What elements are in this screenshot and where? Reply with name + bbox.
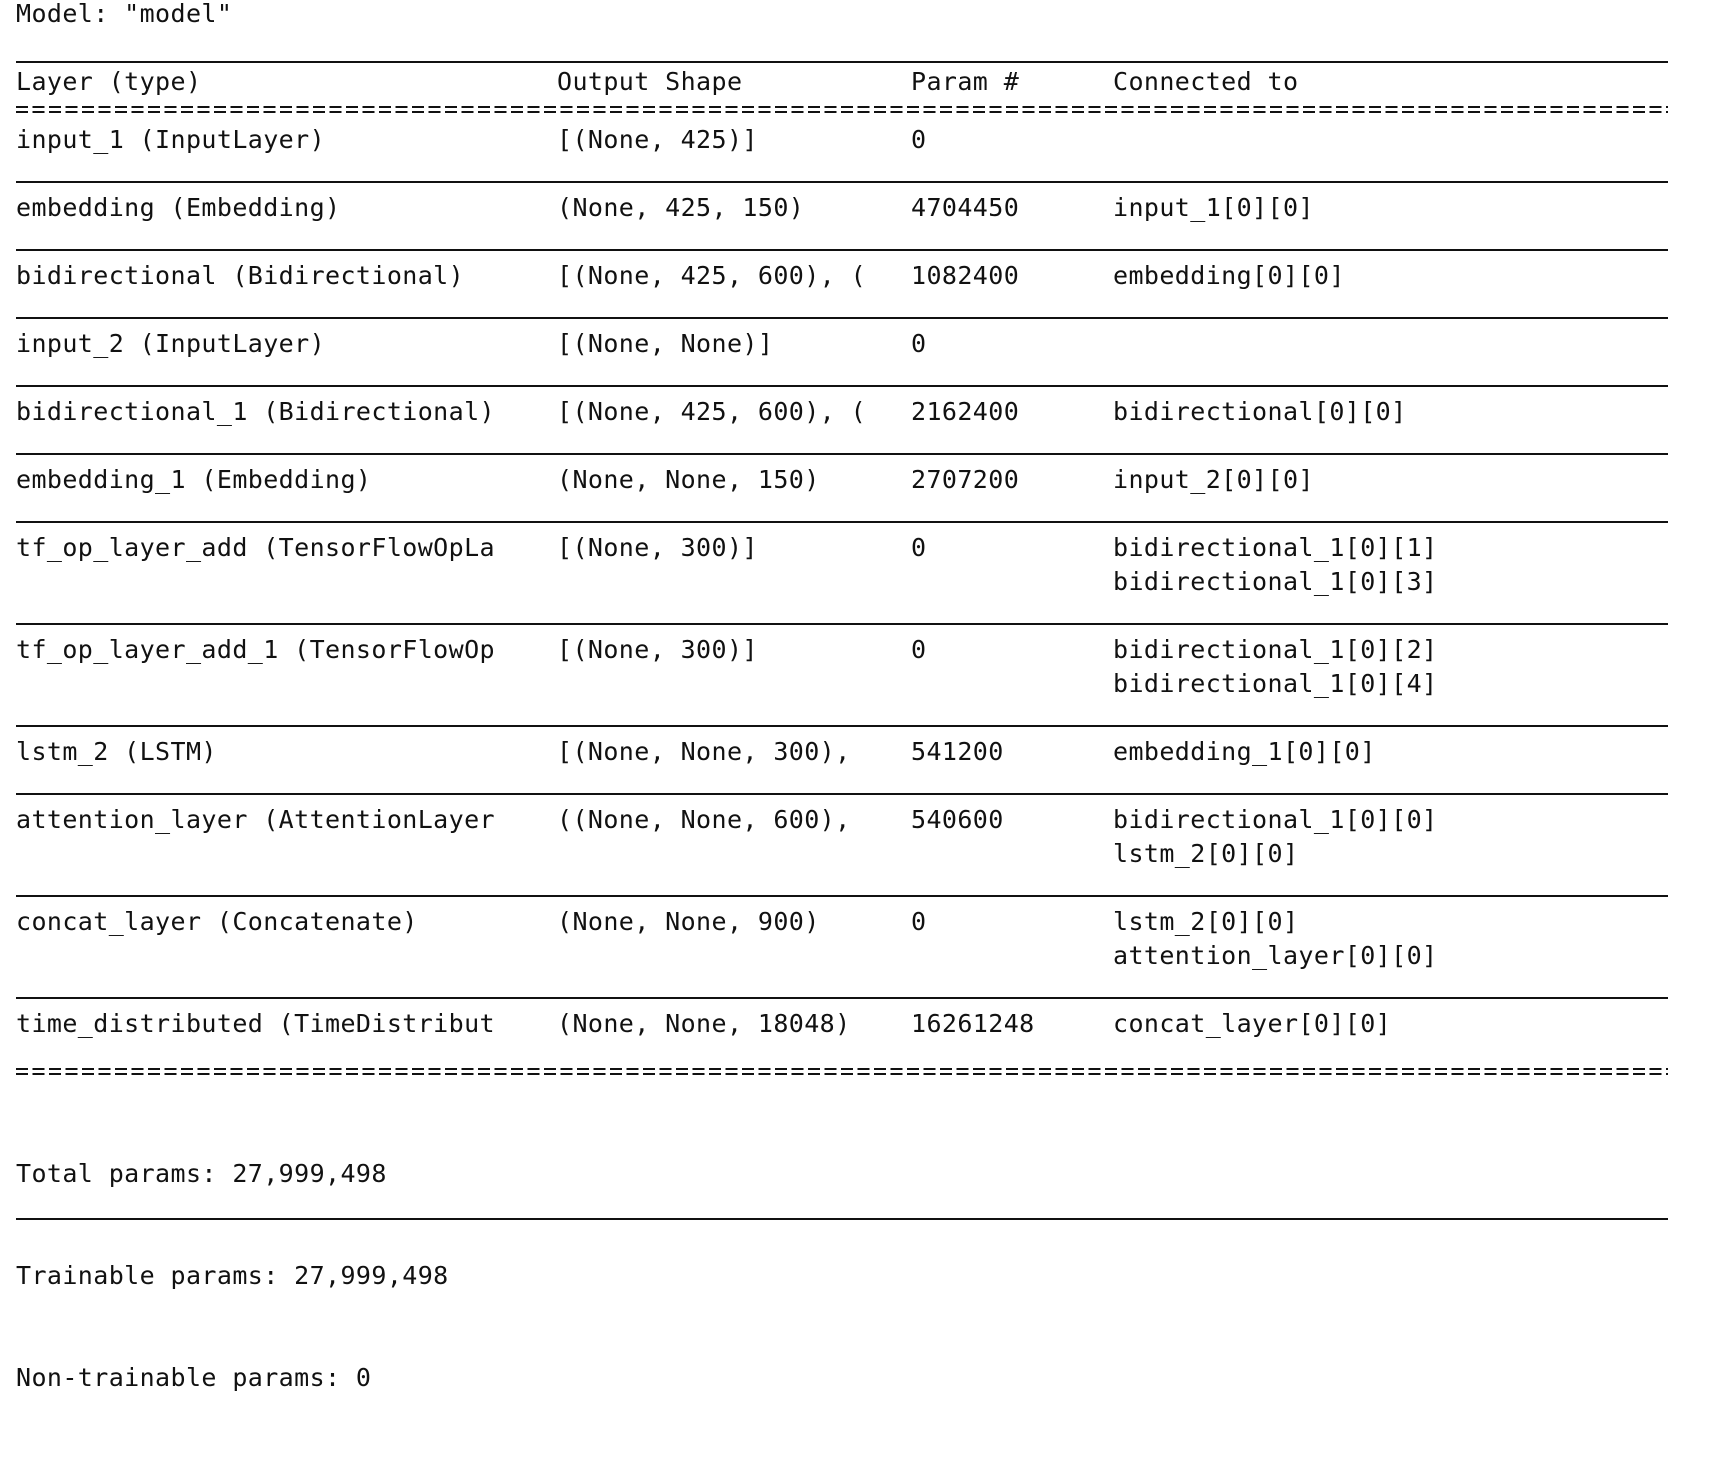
table-row [16,251,1668,317]
connected-to-cell: bidirectional_1[0][2] bidirectional_1[0][4] [1113,635,1438,698]
connected-to-cell: embedding[0][0] [1113,261,1345,290]
layer-cell: input_1 (InputLayer) [16,125,326,154]
footer-double-rule [16,1065,1668,1077]
output-shape-cell: [(None, 425, 600), ( [557,397,867,426]
model-summary-table [16,61,1668,1392]
header-param-count: Param # [911,67,1020,96]
param-count-cell: 16261248 [911,1009,1035,1038]
connected-to-cell: embedding_1[0][0] [1113,737,1376,766]
output-shape-cell: [(None, 300)] [557,533,758,562]
bottom-rule [16,1218,1668,1220]
table-row [16,727,1668,793]
header-output-shape: Output Shape [557,67,743,96]
connected-to-cell: bidirectional_1[0][0] lstm_2[0][0] [1113,805,1438,868]
output-shape-cell: [(None, 425, 600), ( [557,261,867,290]
layer-cell: bidirectional_1 (Bidirectional) [16,397,495,426]
table-row [16,795,1668,895]
table-row [16,319,1668,385]
output-shape-cell: (None, None, 18048) [557,1009,851,1038]
table-header [16,63,1668,103]
trainable-params: Trainable params: 27,999,498 [16,1261,449,1290]
param-totals [16,1089,1668,1392]
layer-cell: lstm_2 (LSTM) [16,737,217,766]
layer-cell: tf_op_layer_add_1 (TensorFlowOp [16,635,495,664]
param-count-cell: 2707200 [911,465,1020,494]
layer-cell: bidirectional (Bidirectional) [16,261,465,290]
layer-cell: attention_layer (AttentionLayer [16,805,495,834]
table-body [16,115,1668,1065]
param-count-cell: 1082400 [911,261,1020,290]
header-connected-to: Connected to [1113,67,1299,96]
param-count-cell: 540600 [911,805,1004,834]
output-shape-cell: (None, 425, 150) [557,193,805,222]
output-shape-cell: [(None, None, 300), [557,737,851,766]
output-shape-cell: ((None, None, 600), [557,805,851,834]
connected-to-cell: input_2[0][0] [1113,465,1314,494]
table-row [16,387,1668,453]
param-count-cell: 0 [911,635,927,664]
layer-cell: embedding (Embedding) [16,193,341,222]
output-shape-cell: (None, None, 900) [557,907,820,936]
layer-cell: tf_op_layer_add (TensorFlowOpLa [16,533,495,562]
connected-to-cell: bidirectional[0][0] [1113,397,1407,426]
table-row [16,625,1668,725]
param-count-cell: 0 [911,125,927,154]
total-params: Total params: 27,999,498 [16,1159,387,1188]
non-trainable-params: Non-trainable params: 0 [16,1363,372,1392]
table-row [16,999,1668,1065]
param-count-cell: 0 [911,533,927,562]
param-count-cell: 541200 [911,737,1004,766]
layer-cell: concat_layer (Concatenate) [16,907,418,936]
model-title: Model: "model" [16,0,233,28]
table-row [16,183,1668,249]
table-row [16,455,1668,521]
header-layer: Layer (type) [16,67,202,96]
output-shape-cell: [(None, 425)] [557,125,758,154]
connected-to-cell: lstm_2[0][0] attention_layer[0][0] [1113,907,1438,970]
layer-cell: input_2 (InputLayer) [16,329,326,358]
param-count-cell: 2162400 [911,397,1020,426]
layer-cell: time_distributed (TimeDistribut [16,1009,495,1038]
table-row [16,523,1668,623]
connected-to-cell: input_1[0][0] [1113,193,1314,222]
layer-cell: embedding_1 (Embedding) [16,465,372,494]
table-row [16,115,1668,181]
param-count-cell: 0 [911,329,927,358]
output-shape-cell: [(None, 300)] [557,635,758,664]
output-shape-cell: [(None, None)] [557,329,774,358]
connected-to-cell: concat_layer[0][0] [1113,1009,1392,1038]
param-count-cell: 4704450 [911,193,1020,222]
param-count-cell: 0 [911,907,927,936]
connected-to-cell: bidirectional_1[0][1] bidirectional_1[0][3] [1113,533,1438,596]
table-row [16,897,1668,997]
header-double-rule [16,103,1668,115]
output-shape-cell: (None, None, 150) [557,465,820,494]
